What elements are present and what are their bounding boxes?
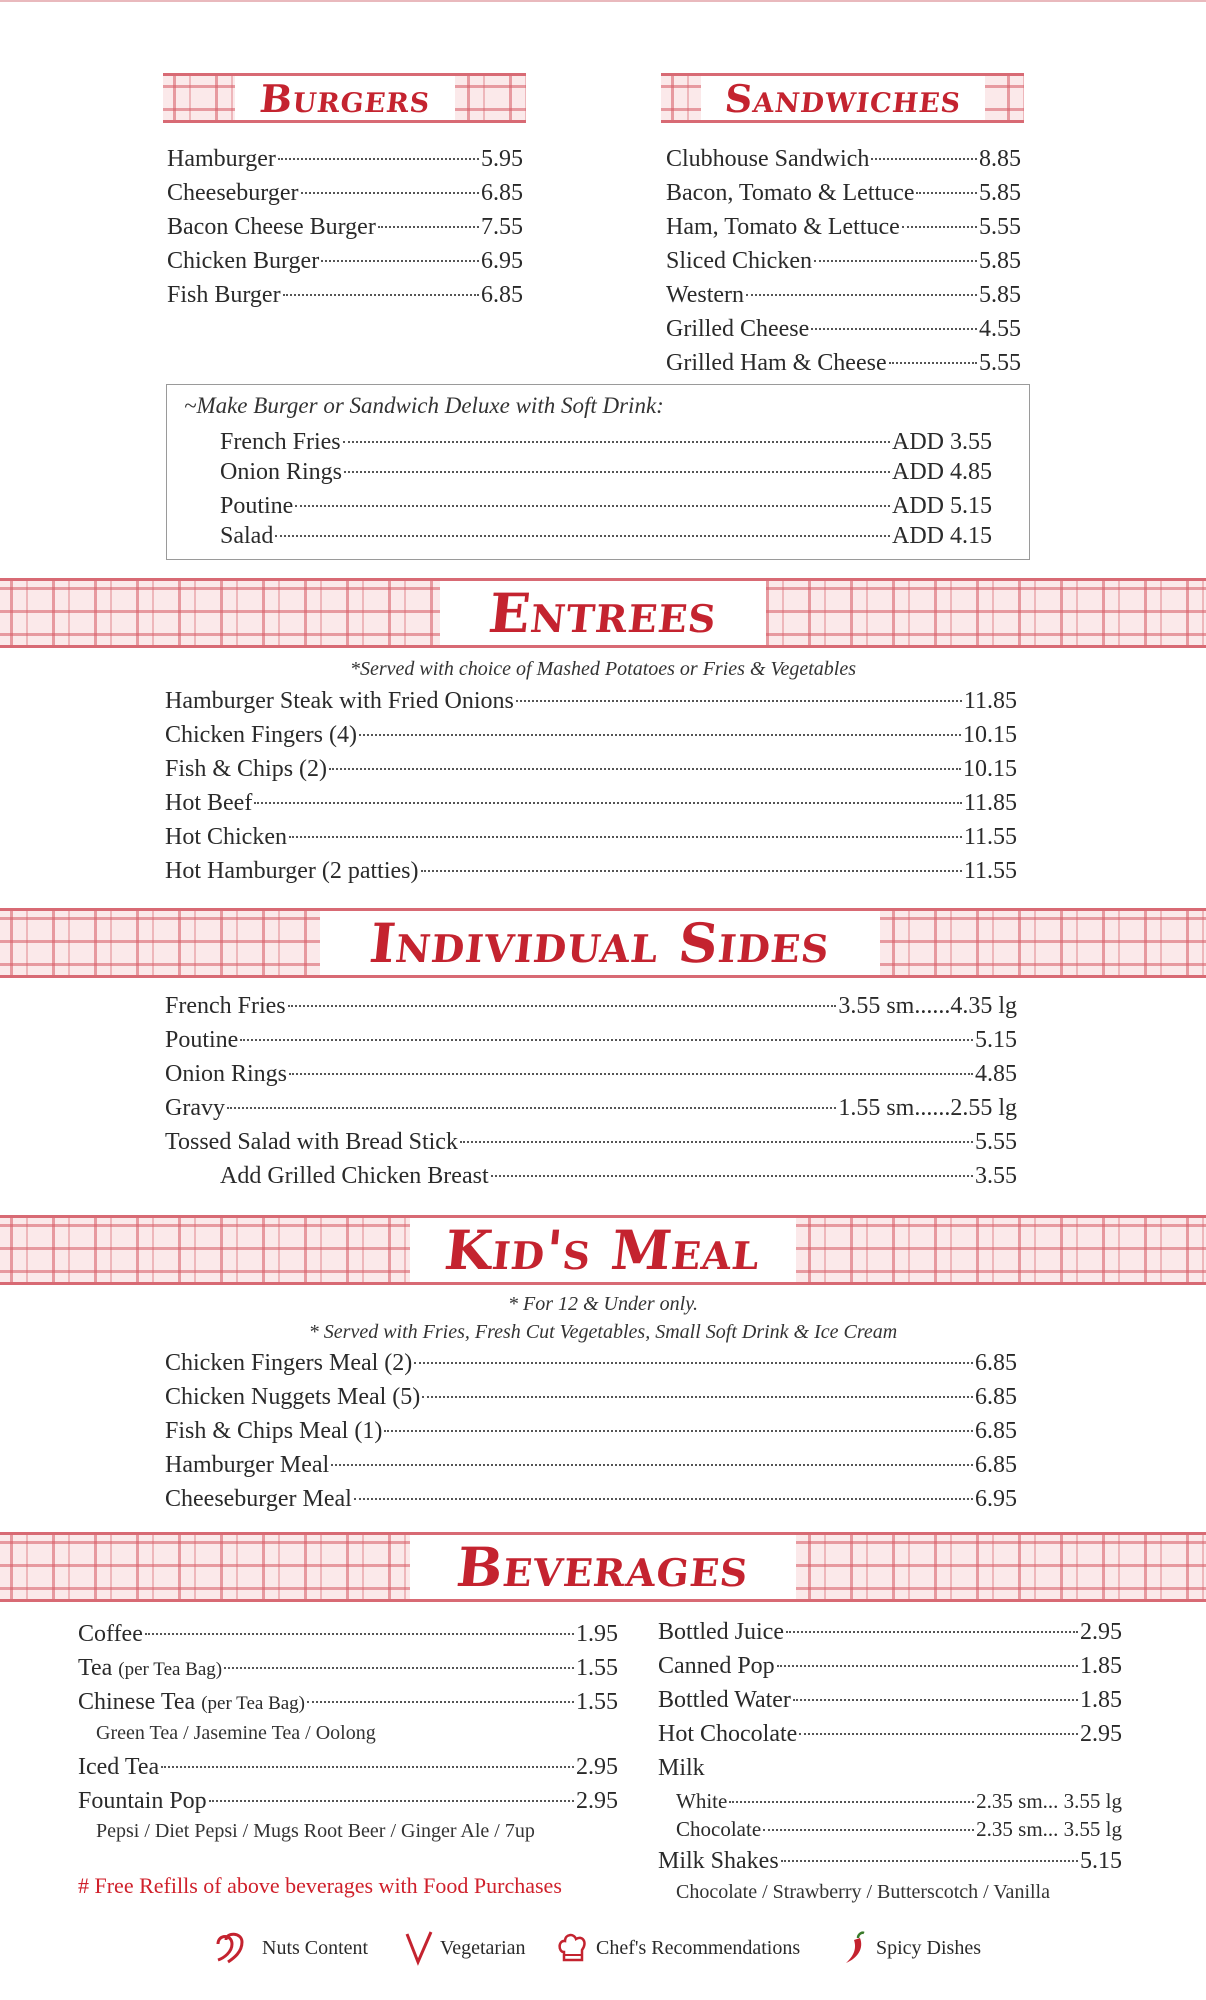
beverage-item: Bottled Juice 2.95 <box>658 1619 1122 1645</box>
menu-item: Hot Chicken 11.55 <box>165 824 1017 850</box>
milk-heading: Milk <box>658 1755 705 1781</box>
beverage-item: Bottled Water 1.85 <box>658 1687 1122 1713</box>
menu-item: Grilled Ham & Cheese 5.55 <box>666 350 1021 376</box>
kids-note: * Served with Fries, Fresh Cut Vegetables, Small Soft Drink & Ice Cream <box>308 1321 898 1343</box>
milkshake-flavours: Chocolate / Strawberry / Butterscotch / Vanilla <box>676 1881 1050 1903</box>
kids-note: * For 12 & Under only. <box>508 1293 698 1315</box>
menu-item: Hot Hamburger (2 patties) 11.55 <box>165 858 1017 884</box>
deluxe-note: ~Make Burger or Sandwich Deluxe with Soft Drink: <box>184 393 664 418</box>
beverage-item: Chinese Tea (per Tea Bag) 1.55 <box>78 1689 618 1715</box>
beverage-item: Iced Tea 2.95 <box>78 1754 618 1780</box>
kids-meal-title: Kid's Meal <box>410 1218 796 1282</box>
pop-varieties: Pepsi / Diet Pepsi / Mugs Root Beer / Ginger Ale / 7up <box>96 1820 535 1842</box>
kids-meal-header-band <box>0 1215 1206 1285</box>
entrees-header-band <box>0 578 1206 648</box>
burgers-title: Burgers <box>235 76 455 120</box>
menu-item: Ham, Tomato & Lettuce 5.55 <box>666 214 1021 240</box>
menu-item: Gravy 1.55 sm......2.55 lg <box>165 1095 1017 1121</box>
milk-item: White 2.35 sm... 3.55 lg <box>676 1789 1122 1813</box>
menu-item: Cheeseburger Meal 6.95 <box>165 1486 1017 1512</box>
menu-item: Fish Burger 6.85 <box>167 282 523 308</box>
deluxe-item: Poutine ADD 5.15 <box>220 493 992 519</box>
menu-item: Hamburger Steak with Fried Onions 11.85 <box>165 688 1017 714</box>
menu-item: Bacon Cheese Burger 7.55 <box>167 214 523 240</box>
menu-item: Western 5.85 <box>666 282 1021 308</box>
deluxe-item: Onion Rings ADD 4.85 <box>220 459 992 485</box>
deluxe-item: French Fries ADD 3.55 <box>220 429 992 455</box>
sides-title: Individual Sides <box>320 911 880 975</box>
menu-item: Chicken Fingers (4) 10.15 <box>165 722 1017 748</box>
top-rule <box>0 0 1206 2</box>
beverage-item: Hot Chocolate 2.95 <box>658 1721 1122 1747</box>
menu-item: Hot Beef 11.85 <box>165 790 1017 816</box>
beverages-header-band <box>0 1532 1206 1602</box>
chili-pepper-icon <box>842 1930 870 1966</box>
deluxe-item: Salad ADD 4.15 <box>220 523 992 549</box>
menu-item: Chicken Fingers Meal (2) 6.85 <box>165 1350 1017 1376</box>
vegetarian-icon <box>404 1930 434 1966</box>
menu-item: Grilled Cheese 4.55 <box>666 316 1021 342</box>
menu-item: Fish & Chips Meal (1) 6.85 <box>165 1418 1017 1444</box>
burgers-header-band <box>163 73 526 123</box>
menu-item: French Fries 3.55 sm......4.35 lg <box>165 993 1017 1019</box>
chinese-tea-varieties: Green Tea / Jasemine Tea / Oolong <box>96 1722 376 1744</box>
legend-chef: Chef's Recommendations <box>556 1930 800 1966</box>
beverage-item: Coffee 1.95 <box>78 1621 618 1647</box>
legend-vegetarian: Vegetarian <box>404 1930 526 1966</box>
sides-header-band <box>0 908 1206 978</box>
menu-item: Cheeseburger 6.85 <box>167 180 523 206</box>
sandwiches-title: Sandwiches <box>701 76 985 120</box>
beverage-item: Tea (per Tea Bag) 1.55 <box>78 1655 618 1681</box>
menu-item: Hamburger Meal 6.85 <box>165 1452 1017 1478</box>
sandwiches-header-band <box>661 73 1024 123</box>
refill-note: # Free Refills of above beverages with Food Purchases <box>78 1873 562 1898</box>
menu-item: Fish & Chips (2) 10.15 <box>165 756 1017 782</box>
beverage-item: Canned Pop 1.85 <box>658 1653 1122 1679</box>
menu-item: Tossed Salad with Bread Stick 5.55 <box>165 1129 1017 1155</box>
entrees-note: *Served with choice of Mashed Potatoes or Fries & Vegetables <box>349 658 856 680</box>
menu-item: Sliced Chicken 5.85 <box>666 248 1021 274</box>
beverage-item: Fountain Pop 2.95 <box>78 1788 618 1814</box>
menu-item: Chicken Burger 6.95 <box>167 248 523 274</box>
menu-item: Add Grilled Chicken Breast 3.55 <box>220 1163 1017 1189</box>
menu-item: Hamburger 5.95 <box>167 146 523 172</box>
menu-item: Chicken Nuggets Meal (5) 6.85 <box>165 1384 1017 1410</box>
chef-hat-icon <box>556 1930 590 1966</box>
menu-item: Onion Rings 4.85 <box>165 1061 1017 1087</box>
beverage-item: Milk Shakes 5.15 <box>658 1848 1122 1874</box>
menu-item: Clubhouse Sandwich 8.85 <box>666 146 1021 172</box>
nuts-icon <box>212 1930 256 1966</box>
milk-item: Chocolate 2.35 sm... 3.55 lg <box>676 1817 1122 1841</box>
beverages-title: Beverages <box>410 1535 796 1599</box>
entrees-title: Entrees <box>440 581 766 645</box>
legend-nuts: Nuts Content <box>212 1930 368 1966</box>
legend-spicy: Spicy Dishes <box>842 1930 981 1966</box>
menu-item: Poutine 5.15 <box>165 1027 1017 1053</box>
menu-item: Bacon, Tomato & Lettuce 5.85 <box>666 180 1021 206</box>
